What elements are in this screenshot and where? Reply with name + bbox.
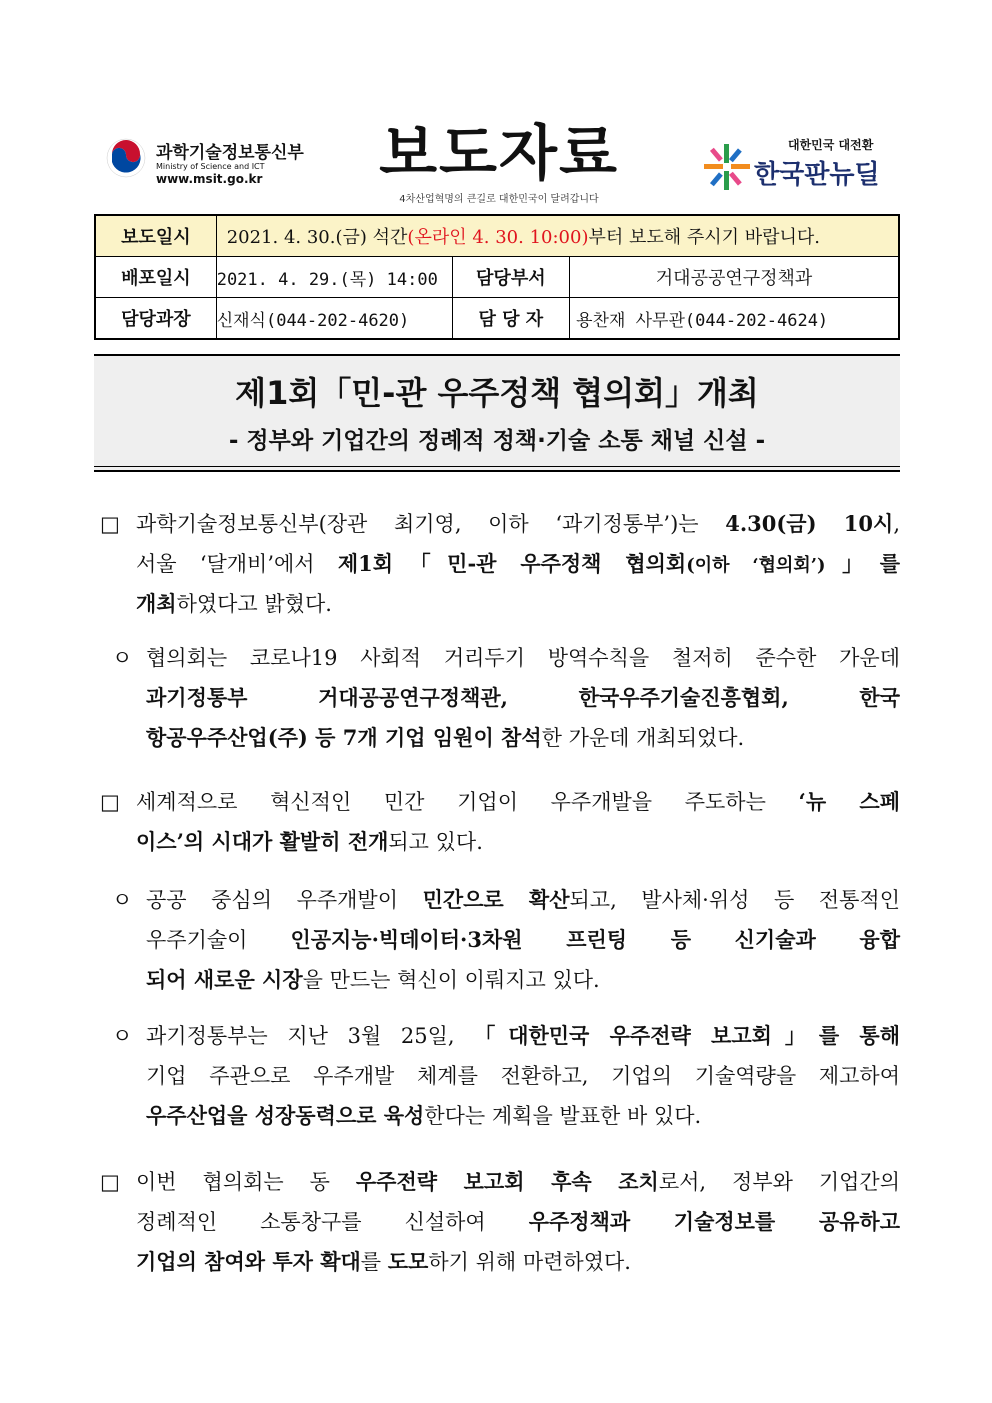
circle-bullet: ㅇ (112, 646, 133, 670)
paragraph-2 (94, 782, 900, 862)
text: 협의회는 코로나19 사회적 거리두기 방역수칙을 철저히 준수한 가운데 (146, 646, 900, 670)
box-bullet: □ (100, 512, 120, 536)
text: 과기정통부는 지난 3월 25일, (146, 1024, 475, 1048)
line (94, 504, 900, 544)
circle-bullet: ㅇ (112, 888, 133, 912)
paragraph-3 (94, 1162, 900, 1282)
report-date-value (216, 215, 899, 257)
bold-text: 도모 (387, 1249, 429, 1274)
line (94, 880, 900, 920)
text: 하였다고 밝혔다. (176, 592, 332, 616)
ministry-name-ko: 과학기술정보통신부 (156, 143, 304, 163)
document-type-title: 보도자료 (379, 119, 619, 189)
text: 을 만드는 혁신이 이뤄지고 있다. (302, 968, 600, 992)
paragraph-1 (94, 504, 900, 624)
box-bullet: □ (100, 1170, 120, 1194)
new-deal-star-icon (702, 142, 752, 192)
text: 세계적으로 혁신적인 민간 기업이 우주개발을 주도하는 (136, 790, 799, 814)
bold-text: 제1회「민-관 우주정책 협의회 (337, 551, 687, 576)
bold-text: 이스’의 시대가 활발히 전개 (136, 829, 389, 854)
report-date-row (95, 215, 899, 257)
bold-text: 기업의 참여와 투자 확대 (136, 1249, 361, 1274)
line (94, 1056, 900, 1096)
main-title: 제1회「민-관 우주정책 협의회」개최 (235, 374, 759, 412)
bold-text: 항공우주산업(주) 등 7개 기업 임원이 참석 (146, 725, 542, 750)
text: 한다는 계획을 발표한 바 있다. (424, 1104, 702, 1128)
text: 하기 위해 마련하였다. (428, 1250, 631, 1274)
korea-emblem-icon (106, 138, 146, 178)
text: 서울 ‘달개비’에서 (136, 552, 338, 576)
line (94, 638, 900, 678)
bold-text: 우주산업을 성장동력으로 육성 (146, 1103, 425, 1128)
text: 기업 주관으로 우주개발 체계를 전환하고, 기업의 기술역량을 제고하여 (146, 1064, 900, 1088)
line (94, 960, 900, 1000)
report-date-label: 보도일시 (95, 215, 216, 257)
ministry-name-en: Ministry of Science and ICT (156, 162, 265, 171)
distribution-date-value: 2021. 4. 29.(목) 14:00 (216, 257, 452, 298)
text: 정례적인 소통창구를 신설하여 (136, 1210, 529, 1234)
ministry-url: www.msit.go.kr (156, 172, 263, 186)
ministry-slogan: 4차산업혁명의 큰길로 대한민국이 달려갑니다 (399, 194, 599, 205)
korean-new-deal-logo (702, 136, 902, 196)
text: 이번 협의회는 동 (136, 1170, 356, 1194)
text: 되고 있다. (388, 830, 483, 854)
text: 한 가운데 개최되었다. (541, 726, 745, 750)
staff-label: 담 당 자 (452, 298, 570, 340)
bold-text: 우주전략 보고회 후속 조치 (355, 1169, 659, 1194)
bold-text: (이하 ‘협의회’) (686, 555, 826, 576)
text: , (893, 512, 900, 536)
box-bullet: □ (100, 790, 120, 814)
line (94, 584, 900, 624)
distribution-date-row (95, 257, 899, 298)
line (94, 1162, 900, 1202)
text: 우주기술이 (146, 928, 291, 952)
bold-text: 개최 (136, 591, 177, 616)
manager-label: 담당과장 (95, 298, 216, 340)
report-date-text-2: 부터 보도해 주시기 바랍니다. (588, 227, 821, 248)
bold-text: 」를 (825, 551, 900, 576)
bold-text: 우주정책과 기술정보를 공유하고 (528, 1209, 900, 1234)
paragraph-1-sub-1 (94, 638, 900, 758)
new-deal-name: 한국판뉴딜 (754, 160, 880, 190)
report-date-text-1: 2021. 4. 30.(금) 석간 (226, 227, 408, 248)
line (94, 1016, 900, 1056)
sub-title: - 정부와 기업간의 정례적 정책·기술 소통 채널 신설 - (228, 428, 766, 454)
line (94, 1242, 900, 1282)
bold-text: 4.30(금) 10시 (725, 511, 894, 536)
bold-text: ‘뉴 스페 (798, 789, 900, 814)
new-deal-tagline: 대한민국 대전환 (788, 138, 874, 152)
bold-text: 민간으로 확산 (422, 887, 570, 912)
bold-text: 「대한민국 우주전략 보고회」를 통해 (474, 1023, 900, 1048)
line (94, 782, 900, 822)
bold-text: 인공지능·빅데이터·3차원 프린팅 등 신기술과 융합 (290, 927, 900, 952)
text: 되고, 발사체·위성 등 전통적인 (569, 888, 900, 912)
line (94, 678, 900, 718)
text: 를 (360, 1250, 388, 1274)
line (94, 822, 900, 862)
title-box (94, 354, 900, 472)
text: 과학기술정보통신부(장관 최기영, 이하 ‘과기정통부’)는 (136, 512, 726, 536)
paragraph-2-sub-1 (94, 880, 900, 1000)
report-date-online: (온라인 4. 30. 10:00) (407, 227, 589, 248)
line (94, 718, 900, 758)
bold-text: 과기정통부 거대공공연구정책관, 한국우주기술진흥협회, 한국 (146, 685, 900, 710)
press-info-table (94, 214, 900, 340)
text: 로서, 정부와 기업간의 (658, 1170, 900, 1194)
line (94, 1202, 900, 1242)
line (94, 544, 900, 584)
distribution-date-label: 배포일시 (95, 257, 216, 298)
line (94, 920, 900, 960)
department-label: 담당부서 (452, 257, 570, 298)
line (94, 1096, 900, 1136)
staff-value: 용찬재 사무관(044-202-4624) (570, 298, 899, 340)
paragraph-2-sub-2 (94, 1016, 900, 1136)
manager-value: 신재식(044-202-4620) (216, 298, 452, 340)
text: 공공 중심의 우주개발이 (146, 888, 423, 912)
circle-bullet: ㅇ (112, 1024, 133, 1048)
manager-row (95, 298, 899, 340)
bold-text: 되어 새로운 시장 (146, 967, 303, 992)
department-value: 거대공공연구정책과 (570, 257, 899, 298)
press-header (94, 118, 900, 210)
